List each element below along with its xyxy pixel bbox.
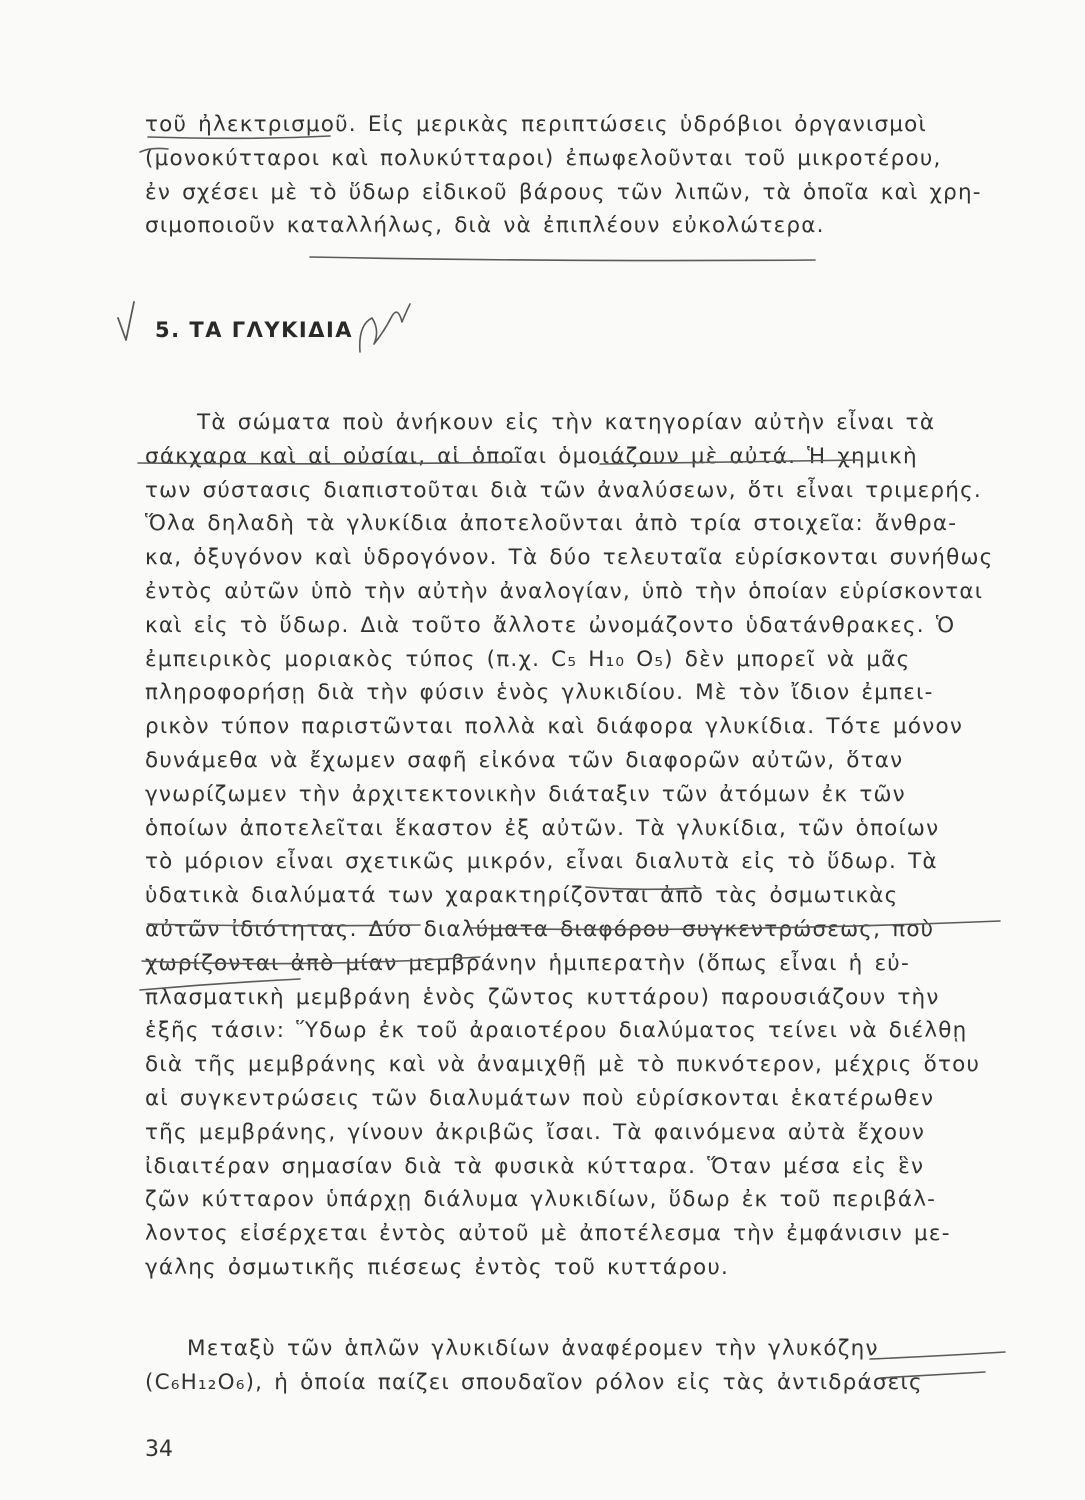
text-line: γνωρίζωμεν τὴν ἀρχιτεκτονικὴν διάταξιν τῶν ἀτόμων ἐκ τῶν <box>145 781 906 807</box>
text-line: ἐν σχέσει μὲ τὸ ὕδωρ εἰδικοῦ βάρους τῶν λιπῶν, τὰ ὁποῖα καὶ χρη- <box>145 179 982 205</box>
text-line: πληροφορήσῃ διὰ τὴν φύσιν ἑνὸς γλυκιδίου. Μὲ τὸν ἴδιον ἐμπει- <box>145 680 934 706</box>
check-mark-icon <box>118 302 134 340</box>
text-line: αἱ συγκεντρώσεις τῶν διαλυμάτων ποὺ εὑρίσκονται ἑκατέρωθεν <box>145 1085 935 1111</box>
underline-glykozin <box>870 1352 1005 1359</box>
margin-scribble <box>360 304 410 352</box>
text-line: γάλης ὀσμωτικῆς πιέσεως ἐντὸς τοῦ κυττάρου. <box>145 1254 730 1280</box>
text-line: ὑδατικὰ διαλύματά των χαρακτηρίζονται ἀπὸ τὰς ὀσμωτικὰς <box>145 883 899 909</box>
text-line: ἐντὸς αὐτῶν ὑπὸ τὴν αὐτὴν ἀναλογίαν, ὑπὸ τὴν ὁποίαν εὑρίσκονται <box>145 578 984 604</box>
text-line: διὰ τῆς μεμβράνης καὶ νὰ ἀναμιχθῇ μὲ τὸ πυκνότερον, μέχρις ὅτου <box>145 1052 981 1078</box>
underline-antidraseis <box>880 1372 985 1378</box>
underline-intro-end <box>310 257 815 261</box>
text-line: δυνάμεθα νὰ ἔχωμεν σαφῆ εἰκόνα τῶν διαφορῶν αὐτῶν, ὅταν <box>145 747 904 773</box>
text-line: (C₆H₁₂O₆), ἡ ὁποία παίζει σπουδαῖον ρόλον εἰς τὰς ἀντιδράσεις <box>145 1369 923 1395</box>
text-line: χωρίζονται ἀπὸ μίαν μεμβράνην ἡμιπερατὴν (ὅπως εἶναι ἡ εὐ- <box>145 950 910 976</box>
text-line: ἑξῆς τάσιν: Ὕδωρ ἐκ τοῦ ἀραιοτέρου διαλύματος τείνει νὰ διέλθῃ <box>145 1018 968 1044</box>
underline-auta <box>600 460 860 464</box>
underline-chorizontai <box>140 979 300 990</box>
underline-intro-top <box>148 136 330 138</box>
underline-auton <box>142 957 480 964</box>
text-line: τοῦ ἠλεκτρισμοῦ. Εἰς μερικὰς περιπτώσεις ὑδρόβιοι ὀργανισμοὶ <box>145 112 928 137</box>
underline-ydatika <box>148 924 420 926</box>
text-line: πλασματικὴ μεμβράνη ἑνὸς ζῶντος κυττάρου) παρουσιάζουν τὴν <box>145 984 940 1010</box>
text-line: ζῶν κύτταρον ὑπάρχῃ διάλυμα γλυκιδίων, ὕδωρ ἐκ τοῦ περιβάλ- <box>145 1187 937 1213</box>
text-line: καὶ εἰς τὸ ὕδωρ. Διὰ τοῦτο ἄλλοτε ὠνομάζοντο ὑδατάνθρακες. Ὁ <box>145 612 956 638</box>
bracket-intro <box>140 148 168 152</box>
text-line: τῆς μεμβράνης, γίνουν ἀκριβῶς ἴσαι. Τὰ φαινόμενα αὐτὰ ἔχουν <box>145 1119 926 1145</box>
text-line: (μονοκύτταροι καὶ πολυκύτταροι) ἐπωφελοῦνται τοῦ μικροτέρου, <box>145 145 942 171</box>
underline-dialyta <box>586 887 700 889</box>
page-number: 34 <box>145 1437 173 1462</box>
text-line: των σύστασις διαπιστοῦται διὰ τῶν ἀναλύσεων, ὅτι εἶναι τριμερής. <box>145 477 982 503</box>
text-line: ὁποίων ἀποτελεῖται ἕκαστον ἐξ αὐτῶν. Τὰ γλυκίδια, τῶν ὁποίων <box>145 815 940 841</box>
text-line: ἐμπειρικὸς μοριακὸς τύπος (π.χ. C₅ H₁₀ O₅) δὲν μπορεῖ νὰ μᾶς <box>145 646 911 672</box>
text-line: σιμοποιοῦν καταλλήλως, διὰ νὰ ἐπιπλέουν εὐκολώτερα. <box>145 213 825 239</box>
underline-sakchara <box>138 462 520 464</box>
text-line: Μεταξὺ τῶν ἁπλῶν γλυκιδίων ἀναφέρομεν τὴν γλυκόζην <box>187 1336 879 1361</box>
text-line: κα, ὀξυγόνον καὶ ὑδρογόνον. Τὰ δύο τελευταῖα εὑρίσκονται συνήθως <box>145 545 994 571</box>
text-line: τὸ μόριον εἶναι σχετικῶς μικρόν, εἶναι διαλυτὰ εἰς τὸ ὕδωρ. Τὰ <box>145 849 938 875</box>
text-line: Τὰ σώματα ποὺ ἀνήκουν εἰς τὴν κατηγορίαν αὐτὴν εἶναι τὰ <box>197 410 936 435</box>
text-line: ἰδιαιτέραν σημασίαν διὰ τὰ φυσικὰ κύτταρα. Ὅταν μέσα εἰς ἓν <box>145 1153 925 1179</box>
text-line: ρικὸν τύπον παριστῶνται πολλὰ καὶ διάφορα γλυκίδια. Τότε μόνον <box>145 714 964 740</box>
text-line: αὐτῶν ἰδιότητας. Δύο διαλύματα διαφόρου συγκεντρώσεως, ποὺ <box>145 916 935 942</box>
text-line: Ὅλα δηλαδὴ τὰ γλυκίδια ἀποτελοῦνται ἀπὸ τρία στοιχεῖα: ἄνθρα- <box>145 511 958 537</box>
section-heading: 5. ΤΑ ΓΛΥΚΙΔΙΑ <box>155 318 354 342</box>
underline-charaktirizontai <box>470 921 1000 929</box>
text-line: λοντος εἰσέρχεται ἐντὸς αὐτοῦ μὲ ἀποτέλεσμα τὴν ἐμφάνισιν με- <box>145 1221 951 1247</box>
text-line: σάκχαρα καὶ αἱ οὐσίαι, αἱ ὁποῖαι ὁμοιάζουν μὲ αὐτά. Ἡ χημικὴ <box>145 443 918 469</box>
